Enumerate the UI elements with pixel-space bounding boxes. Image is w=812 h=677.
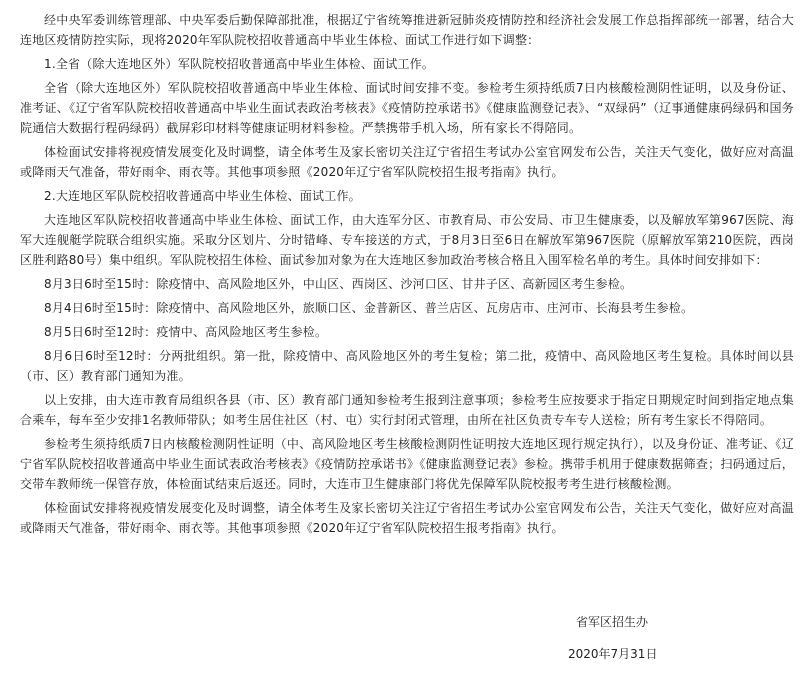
section-2-requirements: 参检考生须持纸质7日内核酸检测阴性证明（中、高风险地区考生核酸检测阴性证明按大连地区现行规定执行），以及身份证、准考证、《辽宁省军队院校招收普通高中毕业生面试表政治考核表》《疫情防控承诺书》《健康监测登记表》参检。携带手机用于健康数据筛查；扫码通过后，交带车教师统一保管存放，体检面试结束后返还。同时，大连市卫生健康部门将优先保障军队院校报考考生进行核酸检测。 <box>20 437 794 491</box>
document-body <box>20 10 794 538</box>
section-1-notice: 体检面试安排将视疫情发展变化及时调整，请全体考生及家长密切关注辽宁省招生考试办公室官网发布公告，关注天气变化，做好应对高温或降雨天气准备，带好雨伞、雨衣等。其他事项参照《2020年辽宁省军队院校招生报考指南》执行。 <box>20 145 794 179</box>
section-2-organization: 大连地区军队院校招收普通高中毕业生体检、面试工作，由大连军分区、市教育局、市公安局、市卫生健康委，以及解放军第967医院、海军大连舰艇学院联合组织实施。采取分区划片、分时错峰、专车接送的方式，于8月3日至6日在解放军第967医院（原解放军第210医院，西岗区胜利路80号）集中组织。军队院校招生体检、面试参加对象为在大连地区参加政治考核合格且入围军检名单的考生。具体时间安排如下： <box>20 213 794 267</box>
section-2-heading: 2.大连地区军队院校招收普通高中毕业生体检、面试工作。 <box>44 189 361 203</box>
section-1-heading: 1.全省（除大连地区外）军队院校招收普通高中毕业生体检、面试工作。 <box>44 57 435 71</box>
signature-org: 省军区招生办 <box>576 615 649 629</box>
section-2-notice: 体检面试安排将视疫情发展变化及时调整，请全体考生及家长密切关注辽宁省招生考试办公室官网发布公告，关注天气变化，做好应对高温或降雨天气准备，带好雨伞、雨衣等。其他事项参照《2020年辽宁省军队院校招生报考指南》执行。 <box>20 501 794 535</box>
arrangement-paragraph: 以上安排，由大连市教育局组织各县（市、区）教育部门通知参检考生报到注意事项；参检考生应按要求于指定日期规定时间到指定地点集合乘车，每车至少安排1名教师带队；如考生居住社区（村、屯）实行封闭式管理，由所在社区负责专车专人送检；所有考生家长不得陪同。 <box>20 393 794 427</box>
schedule-aug-6: 8月6日6时至12时：分两批组织。第一批，除疫情中、高风险地区外的考生复检；第二批，疫情中、高风险地区考生复检。具体时间以县（市、区）教育部门通知为准。 <box>20 349 794 383</box>
schedule-aug-5: 8月5日6时至12时：疫情中、高风险地区考生参检。 <box>44 325 328 339</box>
signature-block <box>540 612 794 664</box>
intro-paragraph: 经中央军委训练管理部、中央军委后勤保障部批准，根据辽宁省统筹推进新冠肺炎疫情防控和经济社会发展工作总指挥部统一部署，结合大连地区疫情防控实际，现将2020年军队院校招收普通高中毕业生体检、面试工作进行如下调整： <box>20 13 794 47</box>
section-1-requirements: 全省（除大连地区外）军队院校招收普通高中毕业生体检、面试时间安排不变。参检考生须持纸质7日内核酸检测阴性证明，以及身份证、准考证、《辽宁省军队院校招收普通高中毕业生面试表政治考核表》《疫情防控承诺书》《健康监测登记表》、“双绿码”（辽事通健康码绿码和国务院通信大数据行程码绿码）截屏彩印材料等健康证明材料参检。严禁携带手机入场，所有家长不得陪同。 <box>20 81 794 135</box>
schedule-aug-4: 8月4日6时至15时：除疫情中、高风险地区外，旅顺口区、金普新区、普兰店区、瓦房店市、庄河市、长海县考生参检。 <box>44 301 694 315</box>
signature-date: 2020年7月31日 <box>568 647 658 661</box>
schedule-aug-3: 8月3日6时至15时：除疫情中、高风险地区外，中山区、西岗区、沙河口区、甘井子区、高新园区考生参检。 <box>44 277 633 291</box>
